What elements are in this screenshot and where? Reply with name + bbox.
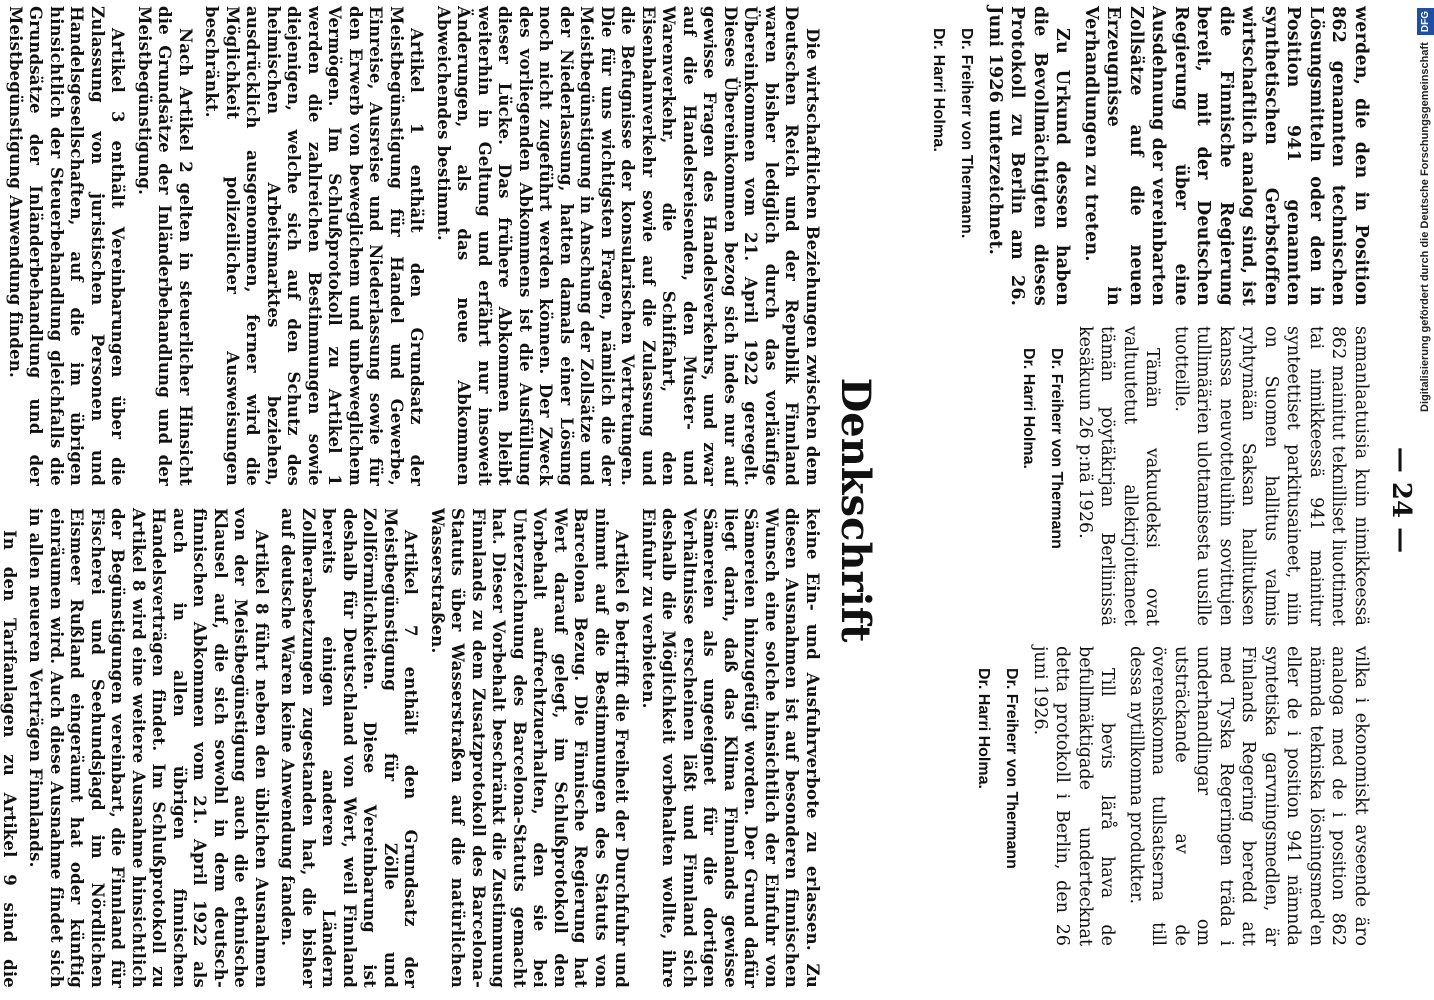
paragraph: Nach Artikel 2 gelten in steuerlicher Hinsicht die Grundsätze der Inländerbehandlung und der Meistbegünstigung. <box>135 6 195 486</box>
paragraph: werden, die den in Position 862 genannten technischen Lösungsmitteln oder den in Position 941 genannten synthetischen Gerbstoffen wirtschaftlich analog sind, ist die Finnische Regierung bereit, mit der Deutschen Regierung über eine Ausdehnung der vereinbarten Zollsätze auf die neuen Erzeugnisse in Verhandlungen zu treten. <box>1081 6 1371 306</box>
paragraph: vilka i ekonomiskt avseende äro analoga med de i position 862 nämnda tekniska lösningsmed'en eller de i position 941 nämnda syntetiska garvningsmedlen, är Finlands Regering beredd att med Tyska Regeringen träda i underhandlingar om utsträckande av de överenskomna tullsatserna till dessa nytillkomna produkter. <box>1126 646 1371 946</box>
paragraph: Die wirtschaftlichen Beziehungen zwischen dem Deutschen Reich und der Republik Finnland waren bisher lediglich durch das vorläufige Übereinkommen vom 21. April 1922 geregelt. Dieses Übereinkommen bezog sich indes nur auf gewisse Fragen des Handelsverkehrs, und zwar auf die Handelsreisenden, den Muster- und Warenverkehr, die Schiffahrt, den Eisenbahnverkehr sowie auf die Zulassung und die Befugnisse der konsularischen Vertretungen. Die für uns wichtigsten Fragen, nämlich die der Meistbegünstigung in Anschung der Zollsätze und der Niederlassung, hatten damals einer Lösung noch nicht zugeführt werden können. Der Zweck des vorliegenden Abkommens ist die Ausfüllung dieser Lücke. Das frühere Abkommen bleibt weiterhin in Geltung und erfährt nur insoweit Änderungen, als das neue Abkommen Abweichendes bestimmt. <box>434 6 822 486</box>
stamp-text: Digitalisierung gefördert durch die Deutsche Forschungsgemeinschaft <box>1419 42 1431 412</box>
paragraph: Artikel 1 enthält den Grundsatz der Meistbegünstigung für Handel und Gewerbe, Einreise, Ausreise und Niederlassung sowie für den Erwerb von beweglichem und unbeweglichem Vermögen. Im Schlußprotokoll zu Artikel 1 werden die zahlreichen Bestimmungen sowie diejenigen, welche sich auf den Schutz des heimischen Arbeitsmarktes beziehen, ausdrücklich ausgenommen, ferner wird die Möglichkeit polizeilicher Ausweisungen beschränkt. <box>202 6 427 486</box>
paragraph: Artikel 3 enthält Vereinbarungen über die Zulassung von juristischen Personen und Handelsgesellschaften, auf die im übrigen hinsichtlich der Steuerbehandlung gleichfalls die Grundsätze der Inländerbehandlung und der Meistbegünstigung Anwendung finden. <box>6 6 128 486</box>
digitization-stamp <box>1416 8 1434 992</box>
paragraph: In den Tarifanlagen zu Artikel 9 sind die <box>0 530 19 988</box>
paragraph: Artikel 7 enthält den Grundsatz der Meistbegünstigung für Zölle und Zollförmlichkeiten. Diese Vereinbarung ist deshalb für Deutschland von Wert, weil Finnland bereits einigen anderen Ländern Zollherabsetzungen zugestanden hat, die bisher auf deutsche Waren keine Anwendung fanden. <box>278 508 421 988</box>
protocol-column-swedish <box>842 646 1372 946</box>
paragraph: Zu Urkund dessen haben die Bevollmächtigten dieses Protokoll zu Berlin am 26. Juni 1926 unterzeichnet. <box>985 6 1073 306</box>
signature-thermann: Dr. Freiherr von Thermann. <box>958 28 976 239</box>
paragraph: samanlaatuisia kuin nimikkeessä 862 mainitut teknilliset liuottimet tai nimikkeessä 941 mainitur synteettiset parkitusaineet, niin on Suomen hallitus valmis ryhtymään Saksan hallituksen kanssa neuvotteluihin sovittujen tullimäärien ulottamisesta uusille tuotteille. <box>1171 326 1371 626</box>
paragraph: Tämän vakuudeksi ovat valtuutetut allekirjoittaneet tämän pöytäkirjan Berliinissä kesäkuun 26 p:nä 1926. <box>1075 326 1163 626</box>
protocol-column-german <box>842 6 1372 306</box>
denkschrift-heading: Denkschrift <box>832 377 879 643</box>
denkschrift-column-left <box>6 6 822 486</box>
paragraph: Till bevis lärå hava de befullmäktigade undertecknat detta protokoll i Berlin, den 26 juni 1926. <box>1030 646 1118 946</box>
page-number: — 24 — <box>1386 446 1416 554</box>
protocol-column-finnish <box>842 326 1372 626</box>
paragraph: Artikel 8 führt neben den üblichen Ausnahmen von der Meistbegünstigung auch die ethnische Klausel auf, die sich sowohl in dem deutsch-finnischen Abkommen vom 21. April 1922 als auch in allen übrigen finnischen Handelsverträgen findet. Im Schlußprotokoll zu Artikel 8 wird eine weitere Ausnahme hinsichtlich der Begünstigungen vereinbart, die Finnland für Fischerei und Seehundsjagd im Nördlichen Eismeer Rußland eingeräumt hat oder künftig einräumen wird. Auch diese Ausnahme findet sich in allen neueren Verträgen Finnlands. <box>26 508 271 988</box>
denkschrift-column-right <box>0 508 822 988</box>
signature-holma: Dr. Harri Holma. <box>1020 348 1037 469</box>
signature-holma: Dr. Harri Holma. <box>930 28 947 153</box>
dfg-logo: DFG <box>1417 8 1434 35</box>
signature-thermann: Dr. Freiherr von Thermann <box>1003 668 1021 869</box>
paragraph: Artikel 6 betrifft die Freiheit der Durchfuhr und nimmt auf die Bestimmungen des Statuts von Barcelona Bezug. Die Finnische Regierung hat Wert darauf gelegt, im Schlußprotokoll den Vorbehalt aufrechtzuerhalten, den sie bei Unterzeichnung des Barcelona-Statuts gemacht hat. Dieser Vorbehalt beschränkt die Zustimmung Finnlands zu dem Zusatzprotokoll des Barcelona-Statuts über Wasserstraßen auf die natürlichen Wasserstraßen. <box>428 508 632 988</box>
signature-holma: Dr. Harri Holma. <box>975 668 992 789</box>
signature-thermann: Dr. Freiherr von Thermann <box>1048 348 1066 549</box>
paragraph: keine Ein- und Ausfuhrverbote zu erlassen. Zu diesen Ausnahmen ist auf besonderen finnischen Wunsch eine solche hinsichtlich der Einfuhr von Sämereien hinzugefügt worden. Der Grund dafür liegt darin, daß das Klima Finnlands gewisse Sämereien als ungeeignet für die dortigen Verhältnisse erscheinen läßt und Finnland sich deshalb die Möglichkeit vorbehalten wollte, ihre Einfuhr zu verbieten. <box>639 508 822 988</box>
